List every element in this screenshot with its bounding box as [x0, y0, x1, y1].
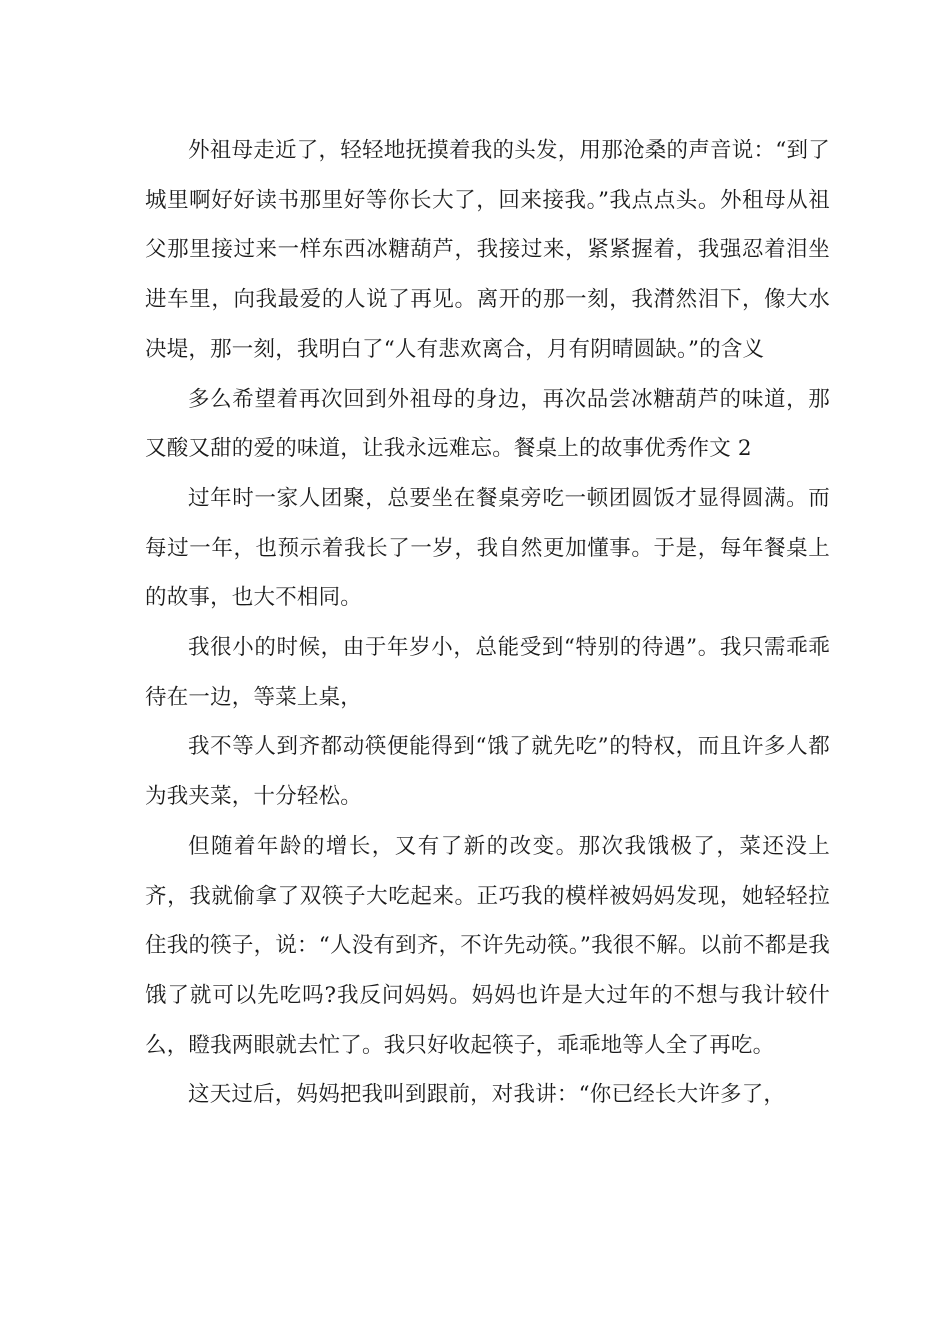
paragraph-3: 过年时一家人团聚，总要坐在餐桌旁吃一顿团圆饭才显得圆满。而每过一年，也预示着我长了一岁，我自然更加懂事。于是，每年餐桌上的故事，也大不相同。 [145, 485, 830, 611]
paragraph-2: 多么希望着再次回到外祖母的身边，再次品尝冰糖葫芦的味道，那又酸又甜的爱的味道，让我永远难忘。餐桌上的故事优秀作文 2 [145, 386, 830, 462]
paragraph-7: 这天过后，妈妈把我叫到跟前，对我讲：“你已经长大许多了， [188, 1082, 786, 1108]
paragraph-5: 我不等人到齐都动筷便能得到“饿了就先吃”的特权，而且许多人都为我夹菜，十分轻松。 [145, 734, 830, 810]
paragraph-6: 但随着年龄的增长，又有了新的改变。那次我饿极了，菜还没上齐，我就偷拿了双筷子大吃起来。正巧我的模样被妈妈发现，她轻轻拉住我的筷子，说：“人没有到齐，不许先动筷。”我很不解。以前不都是我饿了就可以先吃吗?我反问妈妈。妈妈也许是大过年的不想与我计较什么，瞪我两眼就去忙了。我只好收起筷子，乖乖地等人全了再吃。 [145, 833, 830, 1058]
article-body [145, 126, 830, 1120]
paragraph-4: 我很小的时候，由于年岁小，总能受到“特别的待遇”。我只需乖乖待在一边，等菜上桌， [145, 635, 830, 710]
paragraph-1: 外祖母走近了，轻轻地抚摸着我的头发，用那沧桑的声音说：“到了城里啊好好读书那里好等你长大了，回来接我。”我点点头。外租母从祖父那里接过来一样东西冰糖葫芦，我接过来，紧紧握着，我强忍着泪坐进车里，向我最爱的人说了再见。离开的那一刻，我潸然泪下，像大水决堤，那一刻，我明白了“人有悲欢离合，月有阴晴圆缺。”的含义 [145, 138, 830, 362]
